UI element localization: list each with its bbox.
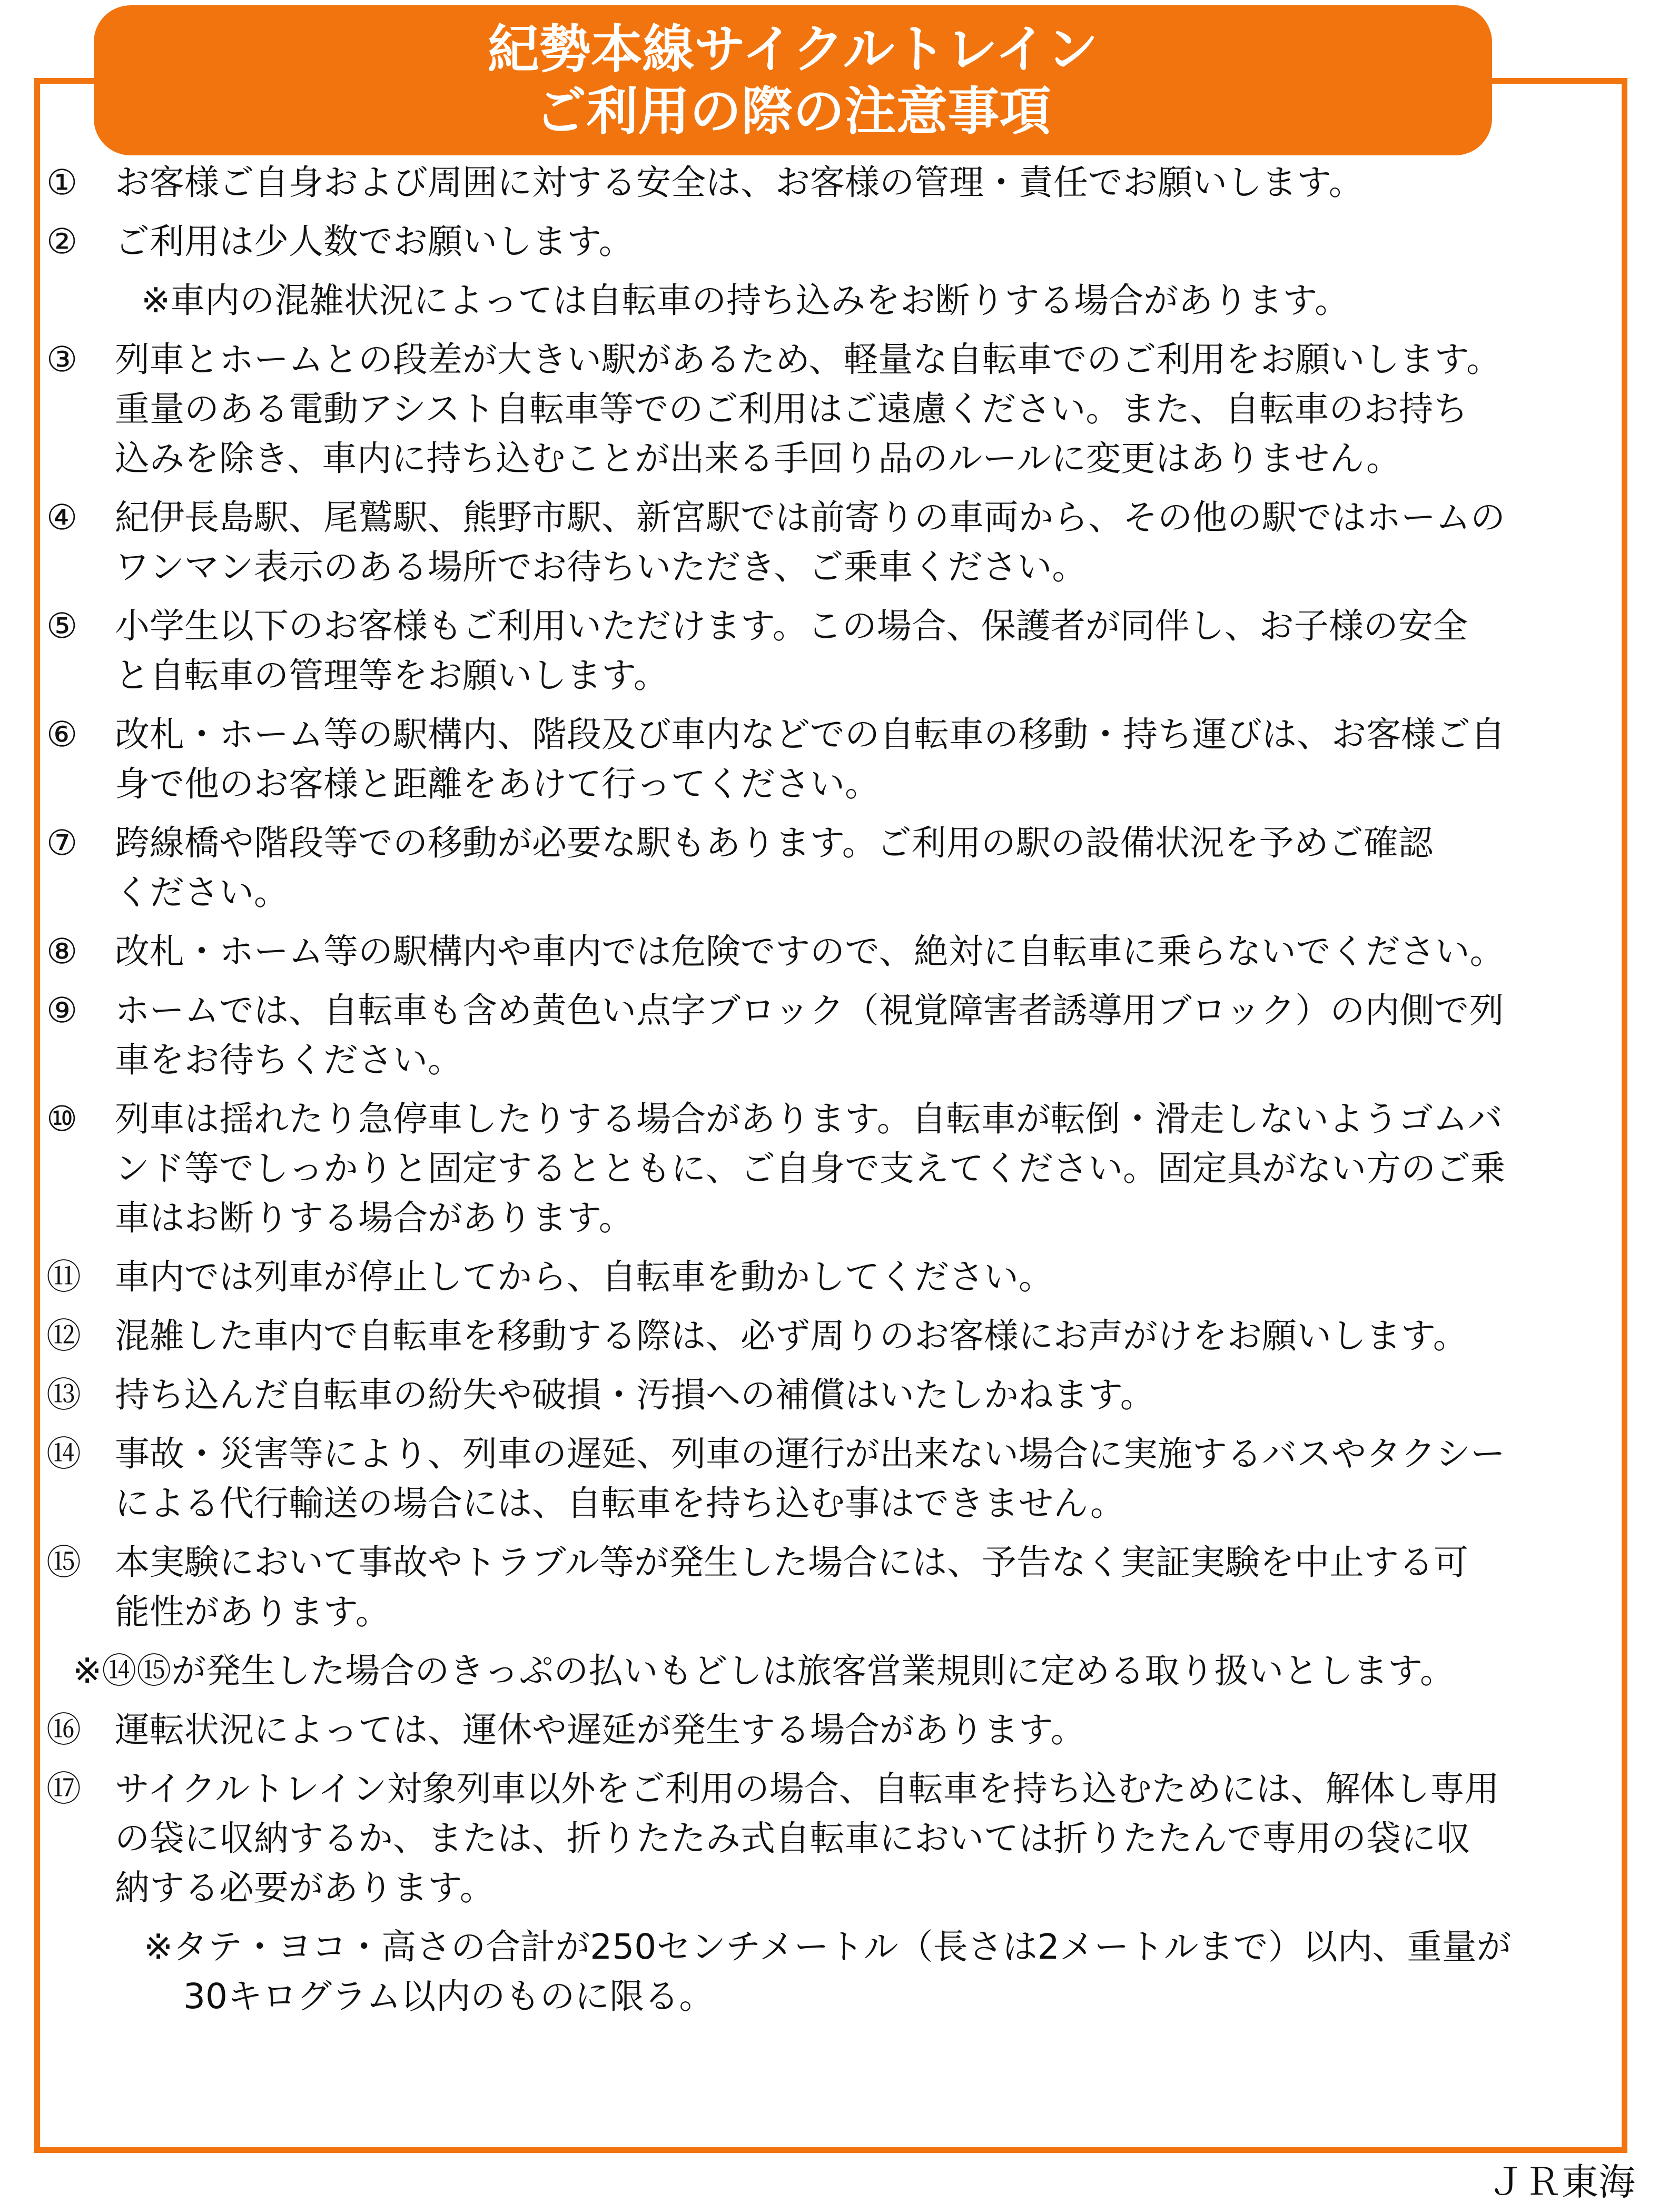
notes-list <box>46 158 1642 2031</box>
note-number: ⑪ <box>46 1257 81 1297</box>
note-text: 納する必要があります。 <box>115 1868 495 1908</box>
note-text: ンド等でしっかりと固定するとともに、ご自身で支えてください。固定具がない方のご乗 <box>115 1148 1505 1189</box>
note-text: 運転状況によっては、運休や遅延が発生する場合があります。 <box>115 1710 1085 1750</box>
note-4 <box>46 493 1642 592</box>
note-number: ⑦ <box>46 823 78 863</box>
remark-text: ※⑭⑮が発生した場合のきっぷの払いもどしは旅客営業規則に定める取り扱いとします。 <box>73 1651 1455 1691</box>
note-text: 小学生以下のお客様もご利用いただけます。この場合、保護者が同伴し、お子様の安全 <box>115 606 1468 646</box>
note-8 <box>46 927 1642 976</box>
note-number: ① <box>46 162 78 203</box>
note-number: ⑨ <box>46 990 78 1031</box>
note-10 <box>46 1094 1642 1243</box>
note-text: 車内では列車が停止してから、自転車を動かしてください。 <box>115 1257 1053 1297</box>
note-number: ⑮ <box>46 1542 81 1583</box>
note-text: 混雑した車内で自転車を移動する際は、必ず周りのお客様にお声がけをお願いします。 <box>115 1316 1468 1356</box>
note-6 <box>46 710 1642 809</box>
note-text: 跨線橋や階段等での移動が必要な駅もあります。ご利用の駅の設備状況を予めご確認 <box>115 823 1433 863</box>
note-15 <box>46 1538 1642 1637</box>
note-text: 改札・ホーム等の駅構内、階段及び車内などでの自転車の移動・持ち運びは、お客様ご自 <box>115 714 1505 755</box>
note-number: ⑩ <box>46 1099 78 1139</box>
note-number: ⑯ <box>46 1710 81 1750</box>
note-number: ⑭ <box>46 1434 81 1474</box>
note-text: ください。 <box>115 872 289 913</box>
note-number: ⑫ <box>46 1316 81 1356</box>
note-text: サイクルトレイン対象列車以外をご利用の場合、自転車を持ち込むためには、解体し専用 <box>115 1769 1499 1809</box>
note-14 <box>46 1429 1642 1528</box>
note-text: 能性があります。 <box>115 1592 390 1632</box>
note-5 <box>46 601 1642 700</box>
note-text: による代行輸送の場合には、自転車を持ち込む事はできません。 <box>115 1483 1125 1524</box>
note-16 <box>46 1705 1642 1755</box>
company-name: ＪＲ東海 <box>1488 2160 1635 2204</box>
note-text: 身で他のお客様と距離をあけて行ってください。 <box>115 764 880 804</box>
note-text: 紀伊長島駅、尾鷲駅、熊野市駅、新宮駅では前寄りの車両から、その他の駅ではホームの <box>115 497 1505 538</box>
note-17 <box>46 1764 1642 1913</box>
note-text: 車はお断りする場合があります。 <box>115 1198 634 1238</box>
remark-text: ※タテ・ヨコ・高さの合計が250センチメートル（長さは2メートルまで）以内、重量が <box>144 1927 1512 1967</box>
note-number: ⑥ <box>46 714 78 755</box>
title-line-2: ご利用の際の注意事項 <box>535 81 1051 142</box>
note-text: ご利用は少人数でお願いします。 <box>115 221 634 262</box>
note-text: 改札・ホーム等の駅構内や車内では危険ですので、絶対に自転車に乗らないでください。 <box>115 931 1505 972</box>
note-text: と自転車の管理等をお願いします。 <box>115 655 668 696</box>
remark-text: ※車内の混雑状況によっては自転車の持ち込みをお断りする場合があります。 <box>141 280 1350 321</box>
note-7 <box>46 818 1642 917</box>
note-number: ② <box>46 221 78 262</box>
note-14-15-remark <box>46 1646 1642 1696</box>
note-text: お客様ご自身および周囲に対する安全は、お客様の管理・責任でお願いします。 <box>115 162 1364 203</box>
note-3 <box>46 335 1642 483</box>
note-17-remark <box>46 1922 1642 2021</box>
note-text: 車をお待ちください。 <box>115 1040 462 1080</box>
note-number: ⑰ <box>46 1769 81 1809</box>
note-text: 列車とホームとの段差が大きい駅があるため、軽量な自転車でのご利用をお願いします。 <box>115 339 1502 380</box>
note-12 <box>46 1311 1642 1361</box>
note-number: ⑧ <box>46 931 78 972</box>
title-line-1: 紀勢本線サイクルトレイン <box>487 19 1099 80</box>
note-2 <box>46 217 1642 266</box>
note-number: ④ <box>46 497 78 538</box>
note-text: 込みを除き、車内に持ち込むことが出来る手回り品のルールに変更はありません。 <box>115 438 1401 479</box>
title-banner <box>94 5 1492 155</box>
note-text: ワンマン表示のある場所でお待ちいただき、ご乗車ください。 <box>115 547 1087 587</box>
note-text: の袋に収納するか、または、折りたたみ式自転車においては折りたたんで専用の袋に収 <box>115 1818 1470 1859</box>
note-text: 事故・災害等により、列車の遅延、列車の運行が出来ない場合に実施するバスやタクシー <box>115 1434 1505 1474</box>
note-text: 本実験において事故やトラブル等が発生した場合には、予告なく実証実験を中止する可 <box>115 1542 1469 1583</box>
note-text: 列車は揺れたり急停車したりする場合があります。自転車が転倒・滑走しないようゴムバ <box>115 1099 1503 1139</box>
note-11 <box>46 1252 1642 1302</box>
note-9 <box>46 986 1642 1085</box>
remark-text: 30キログラム以内のものに限る。 <box>183 1976 714 2017</box>
note-number: ⑤ <box>46 606 78 646</box>
note-number: ⑬ <box>46 1375 81 1415</box>
note-13 <box>46 1370 1642 1420</box>
note-text: ホームでは、自転車も含め黄色い点字ブロック（視覚障害者誘導用ブロック）の内側で列 <box>115 990 1504 1031</box>
note-text: 重量のある電動アシスト自転車等でのご利用はご遠慮ください。また、自転車のお持ち <box>115 389 1468 429</box>
note-number: ③ <box>46 339 78 380</box>
note-text: 持ち込んだ自転車の紛失や破損・汚損への補償はいたしかねます。 <box>115 1375 1155 1415</box>
note-2-remark <box>46 276 1642 325</box>
note-1 <box>46 158 1642 208</box>
